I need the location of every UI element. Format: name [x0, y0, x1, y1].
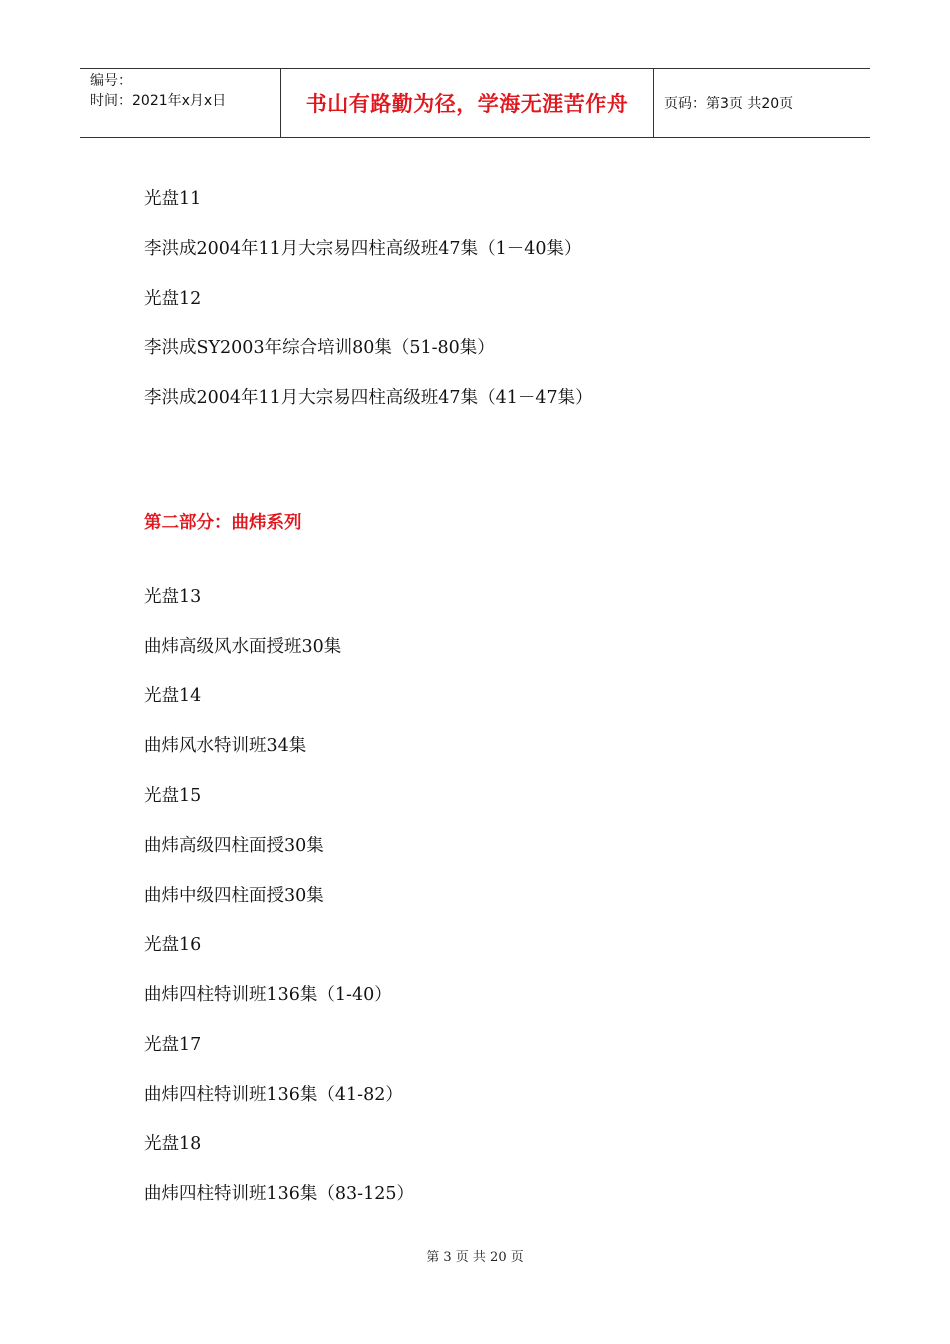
list-item: 曲炜高级风水面授班30集 [144, 637, 342, 657]
list-item: 曲炜风水特训班34集 [144, 736, 307, 756]
list-item: 李洪成2004年11月大宗易四柱高级班47集（1－40集） [144, 239, 582, 259]
disc-label: 光盘16 [144, 935, 202, 955]
disc-label: 光盘14 [144, 686, 202, 706]
disc-label: 光盘17 [144, 1035, 202, 1055]
disc-label: 光盘11 [144, 189, 202, 209]
section-heading: 第二部分：曲炜系列 [144, 513, 302, 533]
list-item: 曲炜四柱特训班136集（41-82） [144, 1085, 403, 1105]
header-number-label: 编号： [90, 73, 132, 89]
page-header [80, 68, 870, 138]
list-item: 曲炜中级四柱面授30集 [144, 886, 324, 906]
header-motto: 书山有路勤为径，学海无涯苦作舟 [281, 69, 654, 137]
disc-label: 光盘13 [144, 587, 202, 607]
list-item: 李洪成2004年11月大宗易四柱高级班47集（41－47集） [144, 388, 593, 408]
header-meta [80, 69, 281, 137]
page-footer: 第 3 页 共 20 页 [426, 1250, 524, 1265]
header-page-info: 页码：第3页 共20页 [664, 96, 794, 112]
disc-label: 光盘12 [144, 289, 202, 309]
disc-label: 光盘15 [144, 786, 202, 806]
list-item: 曲炜四柱特训班136集（83-125） [144, 1184, 414, 1204]
list-item: 李洪成SY2003年综合培训80集（51-80集） [144, 338, 495, 358]
list-item: 曲炜四柱特训班136集（1-40） [144, 985, 392, 1005]
disc-label: 光盘18 [144, 1134, 202, 1154]
header-time-label: 时间：2021年x月x日 [90, 93, 227, 109]
list-item: 曲炜高级四柱面授30集 [144, 836, 324, 856]
